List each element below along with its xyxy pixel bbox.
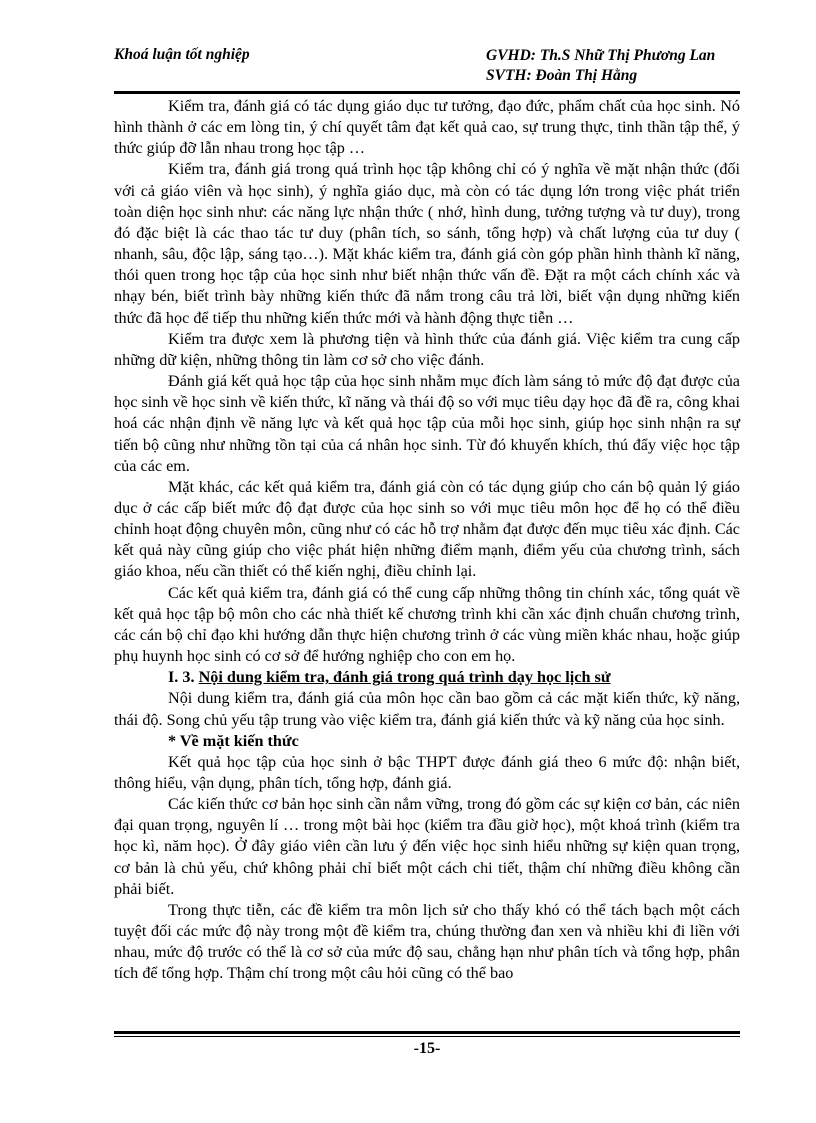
subheading: * Về mặt kiến thức <box>168 731 299 750</box>
document-body <box>114 96 740 985</box>
header-thesis-title: Khoá luận tốt nghiệp <box>114 46 250 63</box>
header-supervisor: GVHD: Th.S Nhữ Thị Phương Lan <box>486 47 716 64</box>
section-heading <box>114 667 740 688</box>
paragraph: Các kiến thức cơ bản học sinh cần nắm vững, trong đó gồm các sự kiện cơ bản, các niên đại quan trọng, nguyên lí … trong một bài học (kiểm tra đầu giờ học), một khoá trình (kiểm tra học kì, năm học). Ở đây giáo viên cần lưu ý đến việc học sinh hiểu những sự kiện quan trọng, cơ bản là chủ yếu, chứ không phải chỉ biết một cách chi tiết, thậm chí những điều không cần phải biết. <box>114 795 740 898</box>
header-student: SVTH: Đoàn Thị Hằng <box>486 67 638 84</box>
paragraph: Nội dung kiểm tra, đánh giá của môn học cần bao gồm cả các mặt kiến thức, kỹ năng, thái độ. Song chủ yếu tập trung vào việc kiểm tra, đánh giá kiến thức và kỹ năng của học sinh. <box>114 689 740 729</box>
paragraph: Trong thực tiễn, các đề kiểm tra môn lịch sử cho thấy khó có thể tách bạch một cách tuyệt đối các mức độ này trong một đề kiểm tra, chúng thường đan xen và nhiều khi đi liền với nhau, mức độ trước có thể là cơ sở của mức độ sau, chẳng hạn như phân tích và tổng hợp, phân tích để tổng hợp. Thậm chí trong một câu hỏi cũng có thể bao <box>114 900 740 983</box>
header-supervisor-block <box>486 46 715 86</box>
paragraph: Các kết quả kiểm tra, đánh giá có thể cung cấp những thông tin chính xác, tổng quát về kết quả học tập bộ môn cho các nhà thiết kế chương trình khi cần xác định chuẩn chương trình, các cán bộ chỉ đạo khi hướng dẫn thực hiện chương trình ở các vùng miền khác nhau, hoặc giúp phụ huynh học sinh có cơ sở để hướng nghiệp cho con em họ. <box>114 583 740 666</box>
paragraph: Kết quả học tập của học sinh ở bậc THPT được đánh giá theo 6 mức độ: nhận biết, thông hiểu, vận dụng, phân tích, tổng hợp, đánh giá. <box>114 752 740 792</box>
footer-divider-thin <box>114 1036 740 1037</box>
header-divider <box>114 91 740 94</box>
page-header <box>114 46 740 92</box>
page-number: -15- <box>413 1040 441 1057</box>
paragraph: Kiểm tra, đánh giá có tác dụng giáo dục tư tưởng, đạo đức, phẩm chất của học sinh. Nó hình thành ở các em lòng tin, ý chí quyết tâm đạt kết quả cao, sự trung thực, tinh thần tập thể, ý thức giúp đỡ lẫn nhau trong học tập … <box>114 97 740 158</box>
paragraph: Mặt khác, các kết quả kiểm tra, đánh giá còn có tác dụng giúp cho cán bộ quản lý giáo dục ở các cấp biết mức độ đạt được của học sinh so với mục tiêu môn học để họ có thể điều chỉnh hoạt động chuyên môn, cũng như có các hỗ trợ nhằm đạt được đến mục tiêu xác định. Các kết quả này cũng giúp cho việc phát hiện những điểm mạnh, điểm yếu của chương trình, sách giáo khoa, nếu cần thiết có thể kiến nghị, điều chỉnh lại. <box>114 477 740 581</box>
paragraph: Kiểm tra, đánh giá trong quá trình học tập không chỉ có ý nghĩa về mặt nhận thức (đối với cả giáo viên và học sinh), ý nghĩa giáo dục, mà còn có tác dụng lớn trong việc phát triển toàn diện học sinh như: các năng lực nhận thức ( nhớ, hình dung, tưởng tượng và tư duy), trong đó đặc biệt là các thao tác tư duy (phân tích, so sánh, tổng hợp) và chất lượng của tư duy ( nhanh, sâu, độc lập, sáng tạo…). Mặt khác kiểm tra, đánh giá còn góp phần hình thành kĩ năng, thói quen trong học tập của học sinh như biết nhận thức vấn đề. Đặt ra một cách chính xác và nhạy bén, biết trình bày những kiến thức đã nắm trong câu trả lời, biết vận dụng những kiến thức đã học để tiếp thu những kiến thức mới và hành động thực tiễn … <box>114 160 740 327</box>
section-number: I. 3. <box>168 668 195 687</box>
footer-divider-thick <box>114 1031 740 1034</box>
paragraph: Đánh giá kết quả học tập của học sinh nhằm mục đích làm sáng tỏ mức độ đạt được của học sinh về học sinh về kiến thức, kĩ năng và thái độ so với mục tiêu dạy học đã đề ra, công khai hoá các nhận định về năng lực và kết quả học tập của mỗi học sinh, giúp học sinh nhận ra sự tiến bộ cũng như những tồn tại của cá nhân học sinh. Từ đó khuyến khích, thú đẩy việc học tập của các em. <box>114 372 740 475</box>
paragraph: Kiểm tra được xem là phương tiện và hình thức của đánh giá. Việc kiểm tra cung cấp những dữ kiện, những thông tin làm cơ sở cho việc đánh. <box>114 329 740 369</box>
section-title: Nội dung kiểm tra, đánh giá trong quá trình dạy học lịch sử <box>198 668 611 687</box>
